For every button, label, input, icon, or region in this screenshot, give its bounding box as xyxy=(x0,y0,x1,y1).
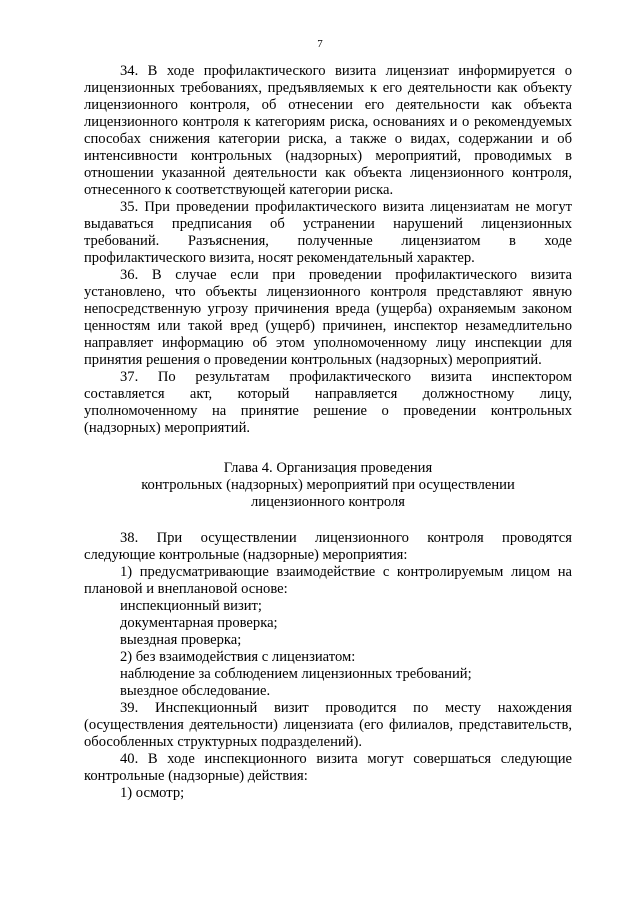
chapter-heading-line-3: лицензионного контроля xyxy=(251,494,405,510)
list-item: выездная проверка; xyxy=(120,632,242,648)
paragraph-39: 39. Инспекционный визит проводится по месту нахождения (осуществления деятельности) лицензиата (его филиалов, представительств, обособленных структурных подразделений). xyxy=(84,700,572,750)
document-body xyxy=(84,63,572,802)
paragraph-34: 34. В ходе профилактического визита лицензиат информируется о лицензионных требованиях, предъявляемых к его деятельности как объекту лицензионного контроля, об отнесении его деятельности как объекта лицензионного контроля к категориям риска, основаниях и о рекомендуемых способах снижения категории риска, а также о видах, содержании и об интенсивности контрольных (надзорных) мероприятий, проводимых в отношении указанной деятельности как объекта лицензионного контроля, отнесенного к соответствующей категории риска. xyxy=(84,63,572,198)
list-item: документарная проверка; xyxy=(120,615,278,631)
paragraph-37: 37. По результатам профилактического визита инспектором составляется акт, который направляется должностному лицу, уполномоченному на принятие решение о проведении контрольных (надзорных) мероприятий. xyxy=(84,369,572,436)
list-item: наблюдение за соблюдением лицензионных требований; xyxy=(120,666,472,682)
paragraph-40: 40. В ходе инспекционного визита могут совершаться следующие контрольные (надзорные) действия: xyxy=(84,751,572,784)
paragraph-38-item-1: 1) предусматривающие взаимодействие с контролируемым лицом на плановой и внеплановой основе: xyxy=(84,564,572,597)
page-number: 7 xyxy=(317,38,323,50)
paragraph-38-item-2: 2) без взаимодействия с лицензиатом: xyxy=(120,649,356,665)
paragraph-38: 38. При осуществлении лицензионного контроля проводятся следующие контрольные (надзорные) мероприятия: xyxy=(84,530,572,563)
chapter-heading xyxy=(84,460,572,511)
chapter-heading-line-2: контрольных (надзорных) мероприятий при осуществлении xyxy=(141,477,515,493)
chapter-heading-line-1: Глава 4. Организация проведения xyxy=(223,460,433,476)
paragraph-36: 36. В случае если при проведении профилактического визита установлено, что объекты лицензионного контроля представляют явную непосредственную угрозу причинения вреда (ущерба) охраняемым законом ценностям или такой вред (ущерб) причинен, инспектор незамедлительно направляет информацию об этом уполномоченному лицу инспекции для принятия решения о проведении контрольных (надзорных) мероприятий. xyxy=(84,267,572,368)
list-item: выездное обследование. xyxy=(120,683,271,699)
paragraph-40-item-1: 1) осмотр; xyxy=(120,785,185,801)
paragraph-35: 35. При проведении профилактического визита лицензиатам не могут выдаваться предписания об устранении нарушений лицензионных требований. Разъяснения, полученные лицензиатом в ходе профилактического визита, носят рекомендательный характер. xyxy=(84,199,572,266)
list-item: инспекционный визит; xyxy=(120,598,262,614)
